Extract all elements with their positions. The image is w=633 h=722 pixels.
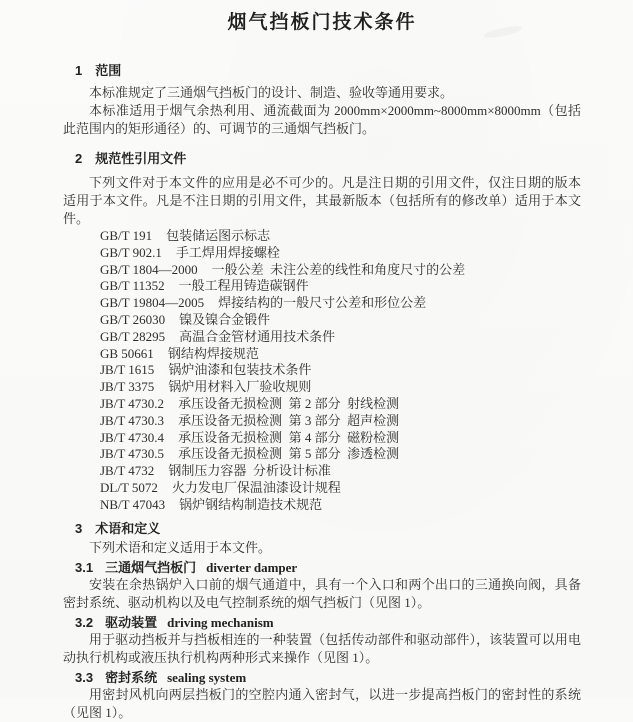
- reference-code: GB 50661: [100, 345, 154, 361]
- reference-item: [100, 262, 581, 279]
- reference-item: [100, 228, 581, 245]
- term-3-1-zh: 三通烟气挡板门: [105, 559, 197, 575]
- references-intro: 下列文件对于本文件的应用是必不可少的。凡是注日期的引用文件，仅注日期的版本适用于本文件。凡是不注日期的引用文件，其最新版本（包括所有的修改单）适用于本文件。: [63, 175, 581, 226]
- section-3-heading: [63, 520, 581, 538]
- reference-title: 锅炉用材料入厂验收规则: [168, 379, 312, 395]
- term-3-1-en: diverter damper: [206, 559, 298, 575]
- reference-code: GB/T 26030: [100, 311, 166, 327]
- reference-item: [100, 312, 581, 329]
- reference-item: [100, 379, 581, 396]
- reference-title: 一般公差 未注公差的线性和角度尺寸的公差: [211, 261, 466, 277]
- term-3-1-heading: [63, 559, 581, 576]
- term-3-3-heading: [63, 669, 581, 686]
- reference-title: 手工焊用焊接螺栓: [175, 244, 280, 260]
- document-title: 烟气挡板门技术条件: [227, 12, 417, 33]
- reference-item: [100, 346, 581, 363]
- section-3-number: 3: [75, 520, 83, 536]
- reference-item: [100, 329, 581, 346]
- reference-item: [100, 245, 581, 262]
- reference-title: 钢结构焊接规范: [167, 345, 259, 361]
- reference-code: GB/T 1804—2000: [100, 261, 198, 277]
- scope-paragraph-2: 本标准适用于烟气余热利用、通流截面为 2000mm×2000mm~8000mm×8000mm（包括此范围内的矩形通径）的、可调节的三通烟气挡板门。: [63, 103, 581, 136]
- reference-code: JB/T 3375: [100, 379, 155, 395]
- reference-code: JB/T 4730.2: [100, 395, 165, 411]
- reference-code: GB/T 28295: [100, 328, 166, 344]
- reference-code: JB/T 4730.4: [100, 429, 165, 445]
- reference-list: [63, 228, 581, 514]
- reference-item: [100, 295, 581, 312]
- reference-title: 承压设备无损检测 第 2 部分 射线检测: [178, 395, 400, 411]
- terms-intro: 下列术语和定义适用于本文件。: [89, 539, 272, 555]
- scope-paragraph-1: 本标准规定了三通烟气挡板门的设计、制造、验收等通用要求。: [89, 85, 454, 100]
- reference-title: 锅炉钢结构制造技术规范: [179, 496, 323, 512]
- reference-title: 钢制压力容器 分析设计标准: [168, 463, 331, 479]
- term-3-3-definition: 用密封风机向两层挡板门的空腔内通入密封气，以进一步提高挡板门的密封性的系统（见图 1）。: [63, 686, 581, 720]
- reference-item: [100, 497, 581, 514]
- reference-title: 承压设备无损检测 第 3 部分 超声检测: [178, 412, 400, 428]
- section-1-title: 范围: [95, 63, 122, 78]
- reference-item: [100, 278, 581, 295]
- term-3-1-definition: 安装在余热锅炉入口前的烟气通道中，具有一个入口和两个出口的三通换向阀，具备密封系统、驱动机构以及电气控制系统的烟气挡板门（见图 1）。: [63, 576, 581, 610]
- term-3-3-en: sealing system: [167, 669, 247, 685]
- section-2-number: 2: [75, 151, 83, 166]
- term-3-2-zh: 驱动装置: [105, 614, 158, 630]
- reference-title: 一般工程用铸造碳钢件: [178, 278, 309, 294]
- reference-code: JB/T 1615: [100, 362, 155, 378]
- section-1-heading: [63, 62, 581, 80]
- reference-code: GB/T 191: [100, 228, 153, 243]
- reference-title: 锅炉油漆和包装技术条件: [168, 362, 312, 378]
- section-2-title: 规范性引用文件: [95, 151, 187, 166]
- reference-item: [100, 413, 581, 430]
- reference-title: 包装储运图示标志: [166, 228, 271, 243]
- reference-code: NB/T 47043: [100, 496, 166, 512]
- term-3-2-en: driving mechanism: [167, 614, 274, 630]
- reference-code: GB/T 19804—2005: [100, 295, 205, 311]
- section-1-number: 1: [75, 63, 83, 78]
- reference-code: JB/T 4732: [100, 463, 155, 479]
- reference-code: JB/T 4730.5: [100, 446, 165, 462]
- reference-item: [100, 463, 581, 480]
- term-3-2-number: 3.2: [75, 614, 94, 630]
- term-3-3-number: 3.3: [75, 669, 94, 685]
- section-3-title: 术语和定义: [95, 520, 161, 536]
- reference-title: 镍及镍合金锻件: [179, 311, 271, 327]
- reference-code: GB/T 902.1: [100, 244, 162, 260]
- reference-title: 火力发电厂保温油漆设计规程: [171, 479, 341, 495]
- reference-title: 承压设备无损检测 第 5 部分 渗透检测: [178, 446, 400, 462]
- term-3-1-number: 3.1: [75, 559, 94, 575]
- reference-code: GB/T 11352: [100, 278, 165, 294]
- term-3-3-zh: 密封系统: [105, 669, 158, 685]
- reference-item: [100, 396, 581, 413]
- term-3-2-definition: 用于驱动挡板并与挡板相连的一种装置（包括传动部件和驱动部件），该装置可以用电动执行机构或液压执行机构两种形式来操作（见图 1）。: [63, 631, 581, 665]
- section-2-heading: [63, 150, 581, 168]
- reference-item: [100, 446, 581, 463]
- reference-item: [100, 480, 581, 497]
- reference-code: JB/T 4730.3: [100, 412, 165, 428]
- reference-title: 高温合金管材通用技术条件: [179, 328, 336, 344]
- reference-title: 承压设备无损检测 第 4 部分 磁粉检测: [178, 429, 400, 445]
- term-3-2-heading: [63, 614, 581, 631]
- reference-title: 焊接结构的一般尺寸公差和形位公差: [218, 295, 427, 311]
- reference-item: [100, 362, 581, 379]
- reference-item: [100, 430, 581, 447]
- reference-code: DL/T 5072: [100, 479, 158, 495]
